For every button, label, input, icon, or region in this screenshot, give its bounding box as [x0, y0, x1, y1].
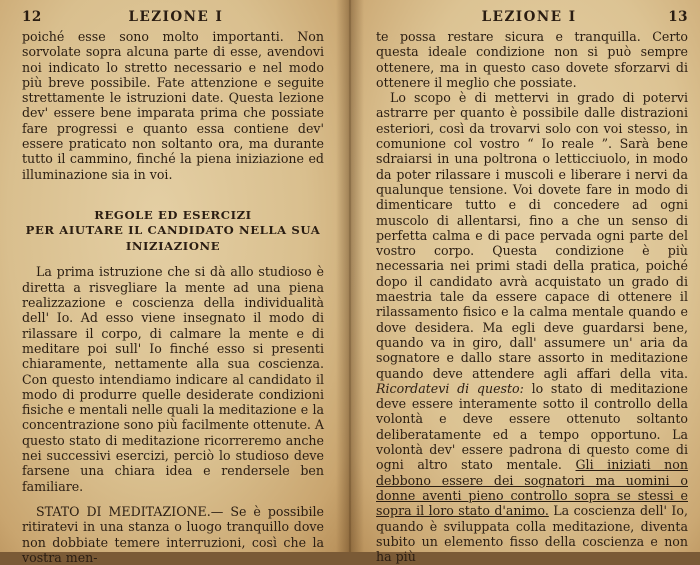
left-page-number: 12: [22, 9, 42, 25]
section-heading-line1: REGOLE ED ESERCIZI: [94, 207, 252, 222]
left-body-text: [22, 264, 324, 565]
right-paragraph-2-tail: lo stato di meditazione deve essere interamente sotto il controllo della volontà e deve essere ottenuto soltanto deliberatamente ed a tempo opportuno. La volontà dev' essere padrona di questo come di ogni altro stato mentale.: [376, 380, 688, 473]
left-page-text: [22, 29, 324, 182]
right-paragraph-1: te possa restare sicura e tranquilla. Certo questa ideale condizione non si può sempre ottenere, ma in questo caso dovete sforzarvi di ottenere il meglio che possiate.: [376, 29, 688, 90]
subsection-title: STATO DI MEDITAZIONE.: [36, 503, 211, 519]
right-running-header: [376, 9, 688, 29]
section-heading: [22, 208, 324, 255]
left-running-header: [22, 9, 324, 29]
section-heading-line3: INIZIAZIONE: [125, 238, 221, 253]
left-running-head: LEZIONE I: [128, 9, 224, 25]
right-paragraph-2-main: Lo scopo è di mettervi in grado di potervi astrarre per quanto è possibile dalle distrazioni esteriori, così da trovarvi solo con voi stesso, in comunione col vostro “ Io reale ”. Sarà bene sdraiarsi in una poltrona o letticciuolo, in modo da poter rilassare i muscoli e liberare i nervi da qualunque tensione. Voi dovete fare in modo di dimenticare tutto e di concedere ad ogni muscolo di allentarsi, fino a che un senso di perfetta calma e di pace pervada ogni parte del vostro corpo. Questa condizione è più necessaria nei primi stadi della pratica, poiché dopo il candidato avrà acquistato un grado di maestria tale da essere capace di ottenere il rilassamento fisico e la calma mentale quando e dove desidera. Ma egli deve guardarsi bene, quando va in giro, dall' assumere un' aria da sognatore e dallo stare assorto in meditazione quando deve attendere agli affari della vita.: [376, 90, 688, 381]
right-running-head: LEZIONE I: [481, 9, 577, 25]
underlined-passage: Gli iniziati non debbono essere dei sognatori ma uomini o donne aventi pieno controllo sopra se stessi e sopra il loro stato d'animo.: [376, 457, 688, 519]
italic-phrase: Ricordatevi di questo:: [376, 380, 524, 396]
body-paragraph: La prima istruzione che si dà allo studioso è diretta a risvegliare la mente ad una piena realizzazione e coscienza della individualità dell' Io. Ad esso viene insegnato il modo di rilassare il corpo, di calmare la mente e di meditare poi sull' Io finché esso si presenti chiaramente, nettamente alla sua coscienza. Con questo intendiamo indicare al candidato il modo di produrre quelle desiderate condizioni fisiche e mentali nelle quali la meditazione e la concentrazione sono più facilmente ottenute. A questo stato di meditazione ricorreremo anche nei successivi esercizi, perciò lo studioso deve farsene una chiara idea e rendersele ben familiare.: [22, 264, 325, 494]
right-page-text: [376, 29, 688, 564]
right-page: [350, 0, 700, 565]
subsection-paragraph: [22, 504, 324, 565]
right-paragraph-2: [376, 90, 688, 564]
section-heading-line2: PER AIUTARE IL CANDIDATO NELLA SUA: [25, 223, 321, 238]
right-page-number: 13: [668, 9, 688, 25]
intro-paragraph: poiché esse sono molto importanti. Non sorvolate sopra alcuna parte di esse, avendovi noi indicato lo stretto necessario e nel modo più breve possibile. Fate attenzione e seguite strettamente le istruzioni date. Questa lezione dev' essere bene imparata prima che possiate fare progressi e quanto essa contiene dev' essere praticato non soltanto ora, ma durante tutto il cammino, finché la piena iniziazione ed illuminazione sia in voi.: [22, 29, 324, 182]
right-paragraph-2-end: La coscienza dell' Io, quando è sviluppata colla meditazione, diventa subito un elemento fisso della coscienza e non ha più: [376, 503, 688, 565]
subsection-text: — Se è possibile ritiratevi in una stanza o luogo tranquillo dove non dobbiate temere interruzioni, così che la vostra men-: [22, 503, 324, 565]
